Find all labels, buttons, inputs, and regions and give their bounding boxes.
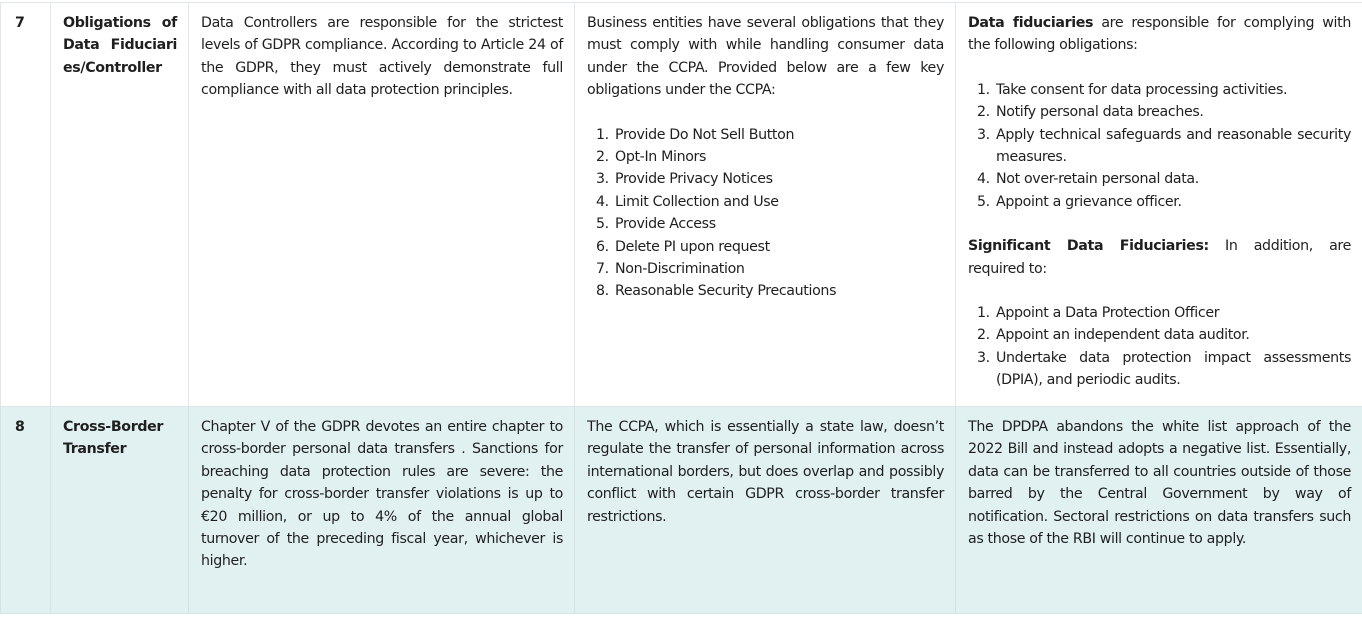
gdpr-text: Data Controllers are responsible for the strictest levels of GDPR compliance. According to Article 24 of the GDPR, they must actively demonstrate full compliance with all data protection principles.	[201, 12, 563, 102]
list-marker: 5.	[596, 213, 609, 235]
dpdpa-text: The DPDPA abandons the white list approach of the 2022 Bill and instead adopts a negative list. Essentially, data can be transferred to all countries outside of those barred by the Central Government by way of notification. Sectoral restrictions on data transfers such as those of the RBI will continue to apply.	[968, 416, 1351, 550]
list-marker: 1.	[596, 124, 609, 146]
list-marker: 4.	[596, 191, 609, 213]
list-item-text: Reasonable Security Precautions	[615, 283, 836, 299]
list-item-text: Non-Discrimination	[615, 261, 745, 277]
list-marker: 5.	[977, 191, 990, 213]
list-item-text: Appoint an independent data auditor.	[996, 327, 1250, 343]
row-topic: Obligations of Data Fiduciaries/Controller	[51, 3, 189, 407]
row-number: 7	[1, 3, 51, 407]
ccpa-text: The CCPA, which is essentially a state law, doesn’t regulate the transfer of personal information across international borders, but does overlap and possibly conflict with certain GDPR cross-border transfer restrictions.	[587, 416, 944, 528]
significant-fiduciaries-intro	[968, 235, 1351, 280]
dpdpa-obligations-list	[968, 79, 1351, 213]
list-item	[587, 124, 944, 146]
list-marker: 3.	[977, 124, 990, 146]
list-item-text: Opt-In Minors	[615, 149, 706, 165]
ccpa-cell	[575, 407, 956, 614]
list-item	[968, 168, 1351, 190]
list-marker: 2.	[977, 324, 990, 346]
list-marker: 3.	[596, 168, 609, 190]
list-item-text: Not over-retain personal data.	[996, 171, 1199, 187]
list-marker: 8.	[596, 280, 609, 302]
list-item	[587, 213, 944, 235]
ccpa-intro: Business entities have several obligations that they must comply with while handling consumer data under the CCPA. Provided below are a few key obligations under the CCPA:	[587, 12, 944, 102]
gdpr-cell	[189, 3, 575, 407]
list-item-text: Appoint a grievance officer.	[996, 194, 1182, 210]
gdpr-cell	[189, 407, 575, 614]
dpdpa-cell	[956, 3, 1362, 407]
list-marker: 3.	[977, 347, 990, 369]
significant-fiduciaries-bold: Significant Data Fiduciaries:	[968, 238, 1209, 254]
list-item	[968, 101, 1351, 123]
list-item-text: Provide Access	[615, 216, 716, 232]
list-item-text: Appoint a Data Protection Officer	[996, 305, 1219, 321]
comparison-table	[0, 2, 1362, 614]
table-row	[1, 407, 1362, 614]
list-marker: 6.	[596, 236, 609, 258]
list-item-text: Limit Collection and Use	[615, 194, 779, 210]
list-item-text: Provide Do Not Sell Button	[615, 127, 794, 143]
list-item-text: Undertake data protection impact assessments (DPIA), and periodic audits.	[996, 350, 1351, 388]
list-item-text: Delete PI upon request	[615, 239, 770, 255]
list-item	[587, 146, 944, 168]
dpdpa-intro-bold: Data fiduciaries	[968, 15, 1093, 31]
list-item-text: Take consent for data processing activities.	[996, 82, 1287, 98]
row-number: 8	[1, 407, 51, 614]
list-item-text: Apply technical safeguards and reasonable security measures.	[996, 127, 1351, 165]
list-item	[587, 168, 944, 190]
dpdpa-intro	[968, 12, 1351, 57]
list-item	[587, 258, 944, 280]
dpdpa-intro-rest: are responsible for complying with the following obligations:	[968, 15, 1351, 53]
list-item	[587, 280, 944, 302]
significant-fiduciaries-rest: In addition, are required to:	[968, 238, 1351, 276]
list-marker: 1.	[977, 79, 990, 101]
ccpa-obligations-list	[587, 124, 944, 303]
list-item	[968, 324, 1351, 346]
row-topic: Cross-Border Transfer	[51, 407, 189, 614]
list-marker: 4.	[977, 168, 990, 190]
list-item	[968, 124, 1351, 169]
list-item-text: Provide Privacy Notices	[615, 171, 773, 187]
list-marker: 7.	[596, 258, 609, 280]
ccpa-cell	[575, 3, 956, 407]
list-item	[587, 236, 944, 258]
dpdpa-cell	[956, 407, 1362, 614]
list-item	[968, 347, 1351, 392]
table-row	[1, 3, 1362, 407]
significant-fiduciaries-list	[968, 302, 1351, 392]
list-marker: 2.	[977, 101, 990, 123]
gdpr-text: Chapter V of the GDPR devotes an entire chapter to cross-border personal data transfers . Sanctions for breaching data protection rules are severe: the penalty for cross-border transfer violations is up to €20 million, or up to 4% of the annual global turnover of the preceding fiscal year, whichever is higher.	[201, 416, 563, 573]
list-item	[968, 302, 1351, 324]
list-item	[587, 191, 944, 213]
list-item	[968, 79, 1351, 101]
list-item	[968, 191, 1351, 213]
list-marker: 1.	[977, 302, 990, 324]
list-marker: 2.	[596, 146, 609, 168]
list-item-text: Notify personal data breaches.	[996, 104, 1204, 120]
